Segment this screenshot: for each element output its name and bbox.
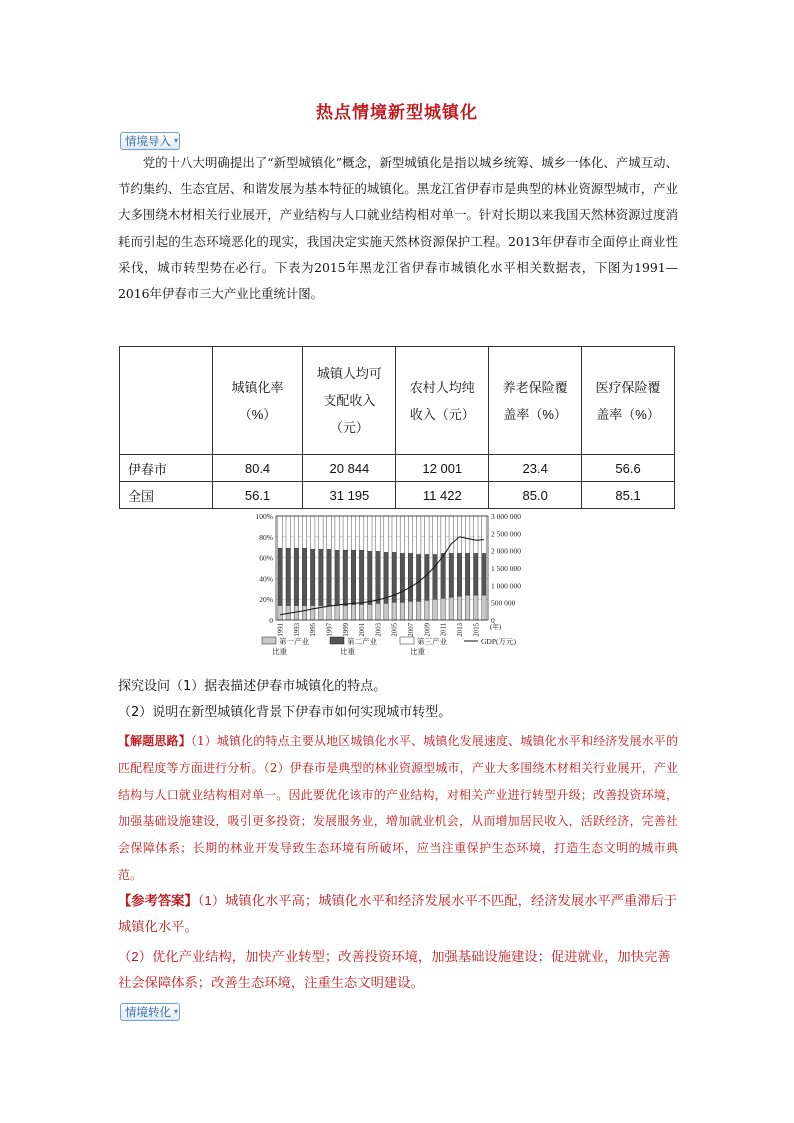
- industry-gdp-chart: [240, 506, 560, 656]
- right-axis-tick-label: 500 000: [491, 598, 516, 608]
- bar-segment: [457, 553, 461, 596]
- legend-swatch: [262, 637, 276, 644]
- left-axis-tick-label: 0: [269, 616, 273, 625]
- legend-label-suffix: 比重: [340, 647, 355, 656]
- bar-segment: [278, 605, 282, 620]
- table-row: [120, 455, 675, 482]
- plot-frame: [276, 516, 488, 620]
- bar-segment: [474, 595, 478, 620]
- table-cell: 85.1: [582, 482, 675, 509]
- bar-segment: [433, 599, 437, 620]
- bar-segment: [310, 605, 314, 620]
- bar-segment: [441, 598, 445, 620]
- bar-segment: [449, 553, 453, 597]
- bar-segment: [408, 553, 412, 601]
- table-cell: 85.0: [489, 482, 582, 509]
- bar-segment: [351, 550, 355, 604]
- bar-segment: [425, 600, 429, 620]
- bar-segment: [310, 516, 314, 549]
- right-axis-tick-label: 2 000 000: [491, 546, 521, 556]
- bar-segment: [400, 516, 404, 553]
- legend-swatch: [330, 637, 344, 644]
- right-axis-tick-label: 1 500 000: [491, 564, 521, 573]
- bar-segment: [310, 549, 314, 605]
- left-axis-tick-label: 40%: [259, 574, 273, 584]
- x-tick-label: 2011: [440, 623, 448, 637]
- bar-segment: [376, 603, 380, 620]
- x-tick-label: 2001: [359, 623, 367, 637]
- legend-label: GDP(万元): [481, 637, 516, 646]
- x-axis-unit: (年): [490, 624, 502, 631]
- bar-segment: [416, 554, 420, 601]
- right-axis-tick-label: 1 000 000: [491, 581, 521, 591]
- bar-segment: [457, 596, 461, 620]
- bar-segment: [400, 602, 404, 620]
- right-axis-tick-label: 2 500 000: [491, 529, 521, 539]
- table-header-cell: 医疗保险覆盖率（%）: [582, 347, 675, 455]
- bar-segment: [368, 604, 372, 620]
- x-tick-label: 1991: [277, 623, 285, 637]
- bar-segment: [335, 550, 339, 605]
- bar-segment: [408, 601, 412, 620]
- bar-segment: [294, 548, 298, 605]
- bar-segment: [343, 550, 347, 605]
- bar-segment: [482, 595, 486, 620]
- x-tick-label: 2009: [424, 623, 432, 637]
- bar-segment: [482, 553, 486, 595]
- bar-segment: [368, 516, 372, 551]
- table-cell: 31 195: [303, 482, 396, 509]
- bar-segment: [425, 516, 429, 554]
- bar-segment: [343, 605, 347, 620]
- answer-label: 【参考答案】: [118, 893, 198, 908]
- table-cell: 23.4: [489, 455, 582, 482]
- page-title: 热点情境新型城镇化: [316, 103, 478, 123]
- section-tag-transform: 情境转化 ▾: [120, 1003, 180, 1021]
- x-tick-label: 2007: [408, 623, 416, 637]
- legend-label: 第一产业: [279, 637, 309, 646]
- bar-segment: [278, 548, 282, 605]
- bar-segment: [416, 516, 420, 554]
- table-cell: 11 422: [396, 482, 489, 509]
- x-tick-label: 2003: [375, 623, 383, 637]
- bar-segment: [376, 516, 380, 551]
- bar-segment: [465, 516, 469, 553]
- left-axis-tick-label: 100%: [255, 512, 273, 521]
- table-header-cell: [120, 347, 213, 455]
- bar-segment: [384, 603, 388, 620]
- bar-segment: [376, 551, 380, 603]
- bar-segment: [408, 516, 412, 553]
- bar-segment: [351, 604, 355, 620]
- x-tick-label: 2005: [391, 623, 399, 637]
- bar-segment: [286, 548, 290, 605]
- bar-segment: [392, 602, 396, 620]
- left-axis-tick-label: 80%: [259, 532, 273, 542]
- right-axis-tick-label: 3 000 000: [491, 512, 521, 521]
- bar-segment: [294, 516, 298, 548]
- answer-1-text: （1）城镇化水平高；城镇化水平和经济发展水平不匹配，经济发展水平严重滞后于城镇化水平。: [118, 893, 678, 934]
- urbanization-table: [119, 346, 675, 509]
- bar-segment: [384, 516, 388, 552]
- table-cell: 80.4: [212, 455, 303, 482]
- bar-segment: [416, 601, 420, 620]
- table-header-cell: 城镇化率（%）: [212, 347, 303, 455]
- bar-segment: [465, 553, 469, 595]
- bar-segment: [319, 549, 323, 605]
- intro-paragraph: 党的十八大明确提出了“新型城镇化”概念，新型城镇化是指以城乡统筹、城乡一体化、产城互动、节约集约、生态宜居、和谐发展为基本特征的城镇化。黑龙江省伊春市是典型的林业资源型城市，产业大多围绕木材相关行业展开，产业结构与人口就业结构相对单一。针对长期以来我国天然林资源过度消耗而引起的生态环境恶化的现实，我国决定实施天然林资源保护工程。2013年伊春市全面停止商业性采伐，城市转型势在必行。下表为2015年黑龙江省伊春市城镇化水平相关数据表，下图为1991—2016年伊春市三大产业比重统计图。: [118, 155, 678, 302]
- bar-segment: [474, 553, 478, 595]
- table-row: [120, 482, 675, 509]
- legend-swatch: [400, 637, 414, 644]
- table-cell: 20 844: [303, 455, 396, 482]
- legend-label-suffix: 比重: [410, 647, 425, 656]
- question-2: （2）说明在新型城镇化背景下伊春市如何实现城市转型。: [118, 705, 452, 720]
- bar-segment: [392, 516, 396, 552]
- bar-segment: [449, 597, 453, 620]
- bar-segment: [482, 516, 486, 553]
- right-axis-tick-label: 0: [491, 616, 495, 625]
- bar-segment: [359, 550, 363, 604]
- bar-segment: [384, 552, 388, 603]
- bar-segment: [368, 551, 372, 604]
- legend-label: 第三产业: [417, 637, 447, 646]
- table-cell: 12 001: [396, 455, 489, 482]
- table-header-cell: 农村人均纯收入（元）: [396, 347, 489, 455]
- bar-segment: [474, 516, 478, 553]
- bar-segment: [433, 516, 437, 554]
- table-cell: 56.1: [212, 482, 303, 509]
- answer-1: [118, 888, 678, 940]
- bar-segment: [359, 516, 363, 550]
- bar-segment: [302, 605, 306, 620]
- bar-segment: [319, 516, 323, 549]
- bar-segment: [359, 604, 363, 620]
- x-tick-label: 1997: [326, 623, 334, 637]
- x-tick-label: 2013: [456, 623, 464, 637]
- table-header-cell: 养老保险覆盖率（%）: [489, 347, 582, 455]
- x-tick-label: 1995: [310, 623, 318, 637]
- bar-segment: [457, 516, 461, 553]
- bar-segment: [335, 605, 339, 620]
- legend-label: 第二产业: [347, 637, 377, 646]
- table-cell: 伊春市: [120, 455, 213, 482]
- analysis-text: （1）城镇化的特点主要从地区城镇化水平、城镇化发展速度、城镇化水平和经济发展水平的匹配程度等方面进行分析。（2）伊春市是典型的林业资源型城市，产业大多围绕木材相关行业展开，产业结构与人口就业结构相对单一。因此要优化该市的产业结构，对相关产业进行转型升级；改善投资环境，加强基础设施建设，吸引更多投资；发展服务业，增加就业机会，从而增加居民收入，活跃经济，完善社会保障体系；长期的林业开发导致生态环境有所破坏，应当注重保护生态环境，打造生态文明的城市典范。: [118, 734, 678, 882]
- bar-segment: [278, 516, 282, 548]
- bar-segment: [441, 553, 445, 598]
- bar-segment: [327, 516, 331, 549]
- bar-segment: [327, 605, 331, 620]
- x-tick-label: 1999: [342, 623, 350, 637]
- analysis-label: 【解题思路】: [118, 734, 191, 748]
- answer-2: （2）优化产业结构，加快产业转型；改善投资环境，加强基础设施建设；促进就业，加快完善社会保障体系；改善生态环境，注重生态文明建设。: [118, 949, 671, 990]
- bar-segment: [351, 516, 355, 550]
- table-cell: 56.6: [582, 455, 675, 482]
- bar-segment: [465, 595, 469, 620]
- x-tick-label: 1993: [293, 623, 301, 637]
- table-header-row: [120, 347, 675, 455]
- analysis-block: [118, 728, 678, 889]
- table-cell: 全国: [120, 482, 213, 509]
- bar-segment: [327, 549, 331, 605]
- bar-segment: [286, 516, 290, 548]
- bar-segment: [441, 516, 445, 553]
- bar-segment: [400, 553, 404, 602]
- bar-segment: [302, 548, 306, 605]
- bar-segment: [343, 516, 347, 550]
- left-axis-tick-label: 20%: [259, 595, 273, 605]
- bar-segment: [433, 554, 437, 599]
- bar-segment: [302, 516, 306, 548]
- table-header-cell: 城镇人均可支配收入（元）: [303, 347, 396, 455]
- left-axis-tick-label: 60%: [259, 553, 273, 563]
- bar-segment: [449, 516, 453, 553]
- bar-segment: [425, 554, 429, 600]
- x-tick-label: 2015: [473, 623, 481, 637]
- section-tag-intro: 情境导入 ▾: [120, 132, 180, 150]
- legend-label-suffix: 比重: [272, 647, 287, 656]
- question-1: 探究设问（1）据表描述伊春市城镇化的特点。: [118, 679, 387, 694]
- bar-segment: [335, 516, 339, 550]
